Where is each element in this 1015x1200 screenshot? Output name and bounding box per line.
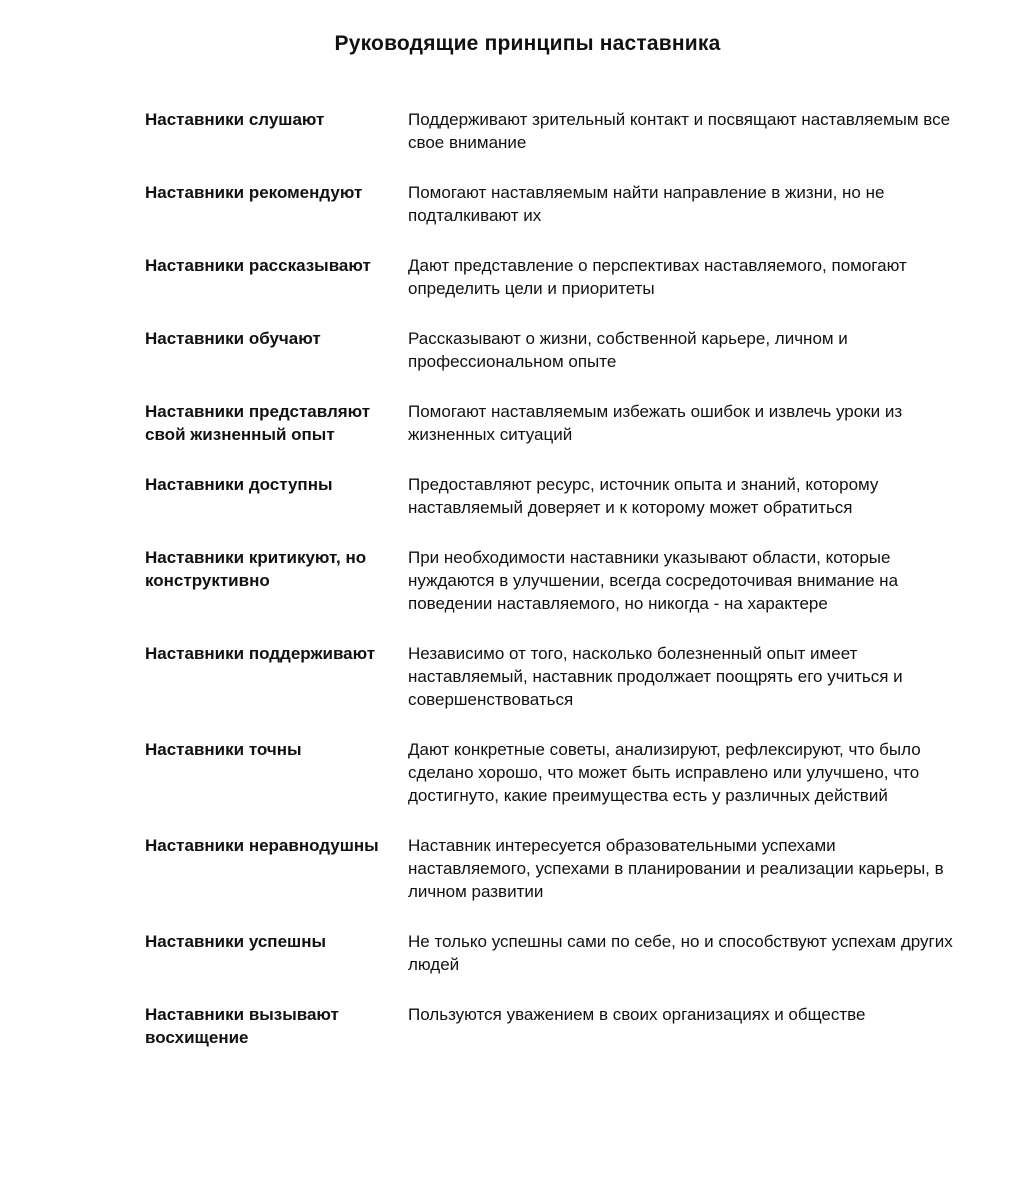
principle-row — [145, 642, 957, 711]
principle-term: Наставники критикуют, но конструктивно — [145, 548, 367, 590]
principle-description: Помогают наставляемым избежать ошибок и извлечь уроки из жизненных ситуаций — [408, 402, 903, 444]
principle-term: Наставники неравнодушны — [145, 836, 379, 855]
principle-term: Наставники доступны — [145, 475, 333, 494]
principle-description: Предоставляют ресурс, источник опыта и знаний, которому наставляемый доверяет и к которому может обратиться — [408, 475, 879, 517]
principle-term: Наставники вызывают восхищение — [145, 1005, 339, 1047]
principle-term: Наставники представляют свой жизненный опыт — [145, 402, 371, 444]
principle-row — [145, 473, 957, 519]
principle-term: Наставники поддерживают — [145, 644, 376, 663]
principle-description: При необходимости наставники указывают области, которые нуждаются в улучшении, всегда сосредоточивая внимание на поведении наставляемого, но никогда - на характере — [408, 548, 899, 613]
principle-description: Поддерживают зрительный контакт и посвящают наставляемым все свое внимание — [408, 110, 951, 152]
principle-term: Наставники успешны — [145, 932, 326, 951]
principles-list — [145, 108, 957, 1049]
principle-row — [145, 546, 957, 615]
principle-description: Независимо от того, насколько болезненный опыт имеет наставляемый, наставник продолжает поощрять его учиться и совершенствоваться — [408, 644, 903, 709]
principle-row — [145, 834, 957, 903]
principle-row — [145, 930, 957, 976]
principle-description: Дают представление о перспективах наставляемого, помогают определить цели и приоритеты — [408, 256, 907, 298]
principle-term: Наставники обучают — [145, 329, 321, 348]
principle-description: Не только успешны сами по себе, но и способствуют успехам других людей — [408, 932, 953, 974]
principle-term: Наставники рассказывают — [145, 256, 371, 275]
principle-description: Рассказывают о жизни, собственной карьере, личном и профессиональном опыте — [408, 329, 848, 371]
principle-row — [145, 1003, 957, 1049]
principle-row — [145, 181, 957, 227]
page-title: Руководящие принципы наставника — [334, 32, 721, 55]
principle-row — [145, 738, 957, 807]
principle-row — [145, 400, 957, 446]
principle-description: Дают конкретные советы, анализируют, рефлексируют, что было сделано хорошо, что может быть исправлено или улучшено, что достигнуто, какие преимущества есть у различных действий — [408, 740, 921, 805]
principle-description: Наставник интересуется образовательными успехами наставляемого, успехами в планировании и реализации карьеры, в личном развитии — [408, 836, 944, 901]
principle-row — [145, 108, 957, 154]
principle-row — [145, 327, 957, 373]
principle-term: Наставники точны — [145, 740, 302, 759]
principle-term: Наставники рекомендуют — [145, 183, 363, 202]
principle-description: Пользуются уважением в своих организациях и обществе — [408, 1005, 866, 1024]
principle-term: Наставники слушают — [145, 110, 325, 129]
principle-description: Помогают наставляемым найти направление в жизни, но не подталкивают их — [408, 183, 885, 225]
principle-row — [145, 254, 957, 300]
